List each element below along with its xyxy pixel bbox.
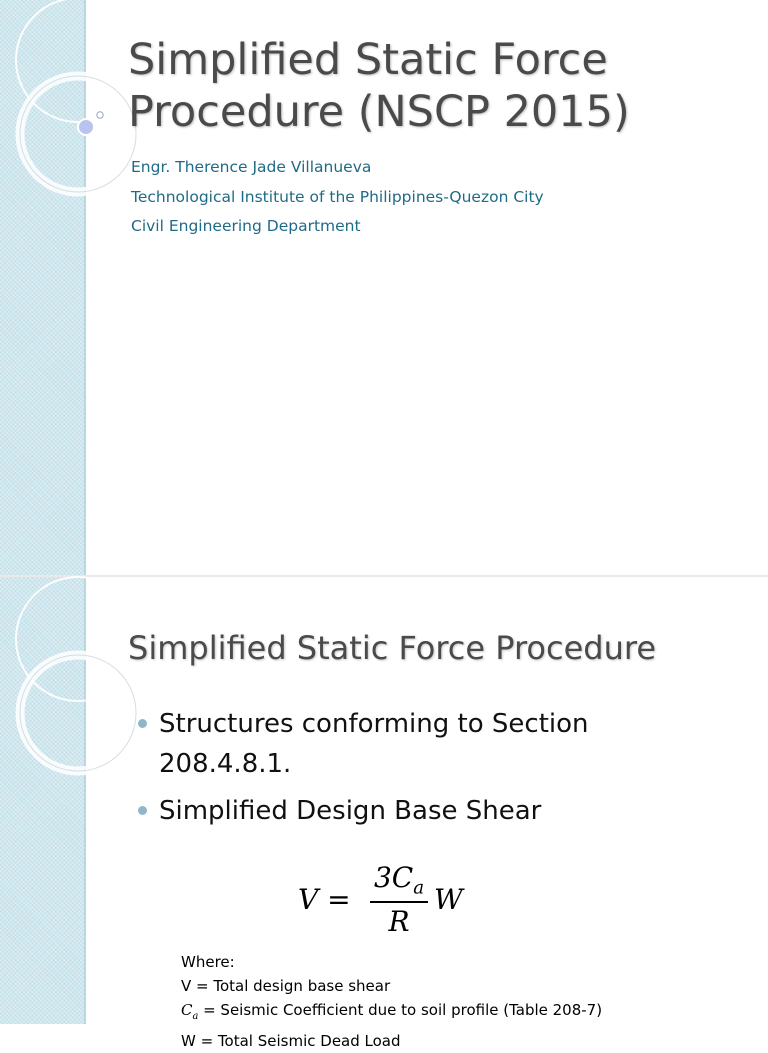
formula-rhs: W [434,883,463,916]
bullet-icon [138,719,147,728]
subtitle-department: Civil Engineering Department [131,217,361,235]
bullet-item [138,791,719,831]
bullet-item [138,704,719,784]
decorative-circles [0,0,120,200]
where-block [181,950,602,1053]
where-line-w: W = Total Seismic Dead Load [181,1032,401,1050]
ca-symbol: $C_a$ [181,1001,199,1022]
formula-fraction [370,861,428,938]
bullet-text: Structures conforming to Section 208.4.8.1. [159,709,589,779]
fraction-bar [370,901,428,903]
where-line-ca: $C_a$ = Seismic Coefficient due to soil profile (Table 208-7) [181,1001,603,1022]
formula-denominator: R [388,904,410,938]
where-label: Where: [181,953,235,971]
subtitle-author: Engr. Therence Jade Villanueva [131,158,372,176]
slide-content [0,577,768,1050]
formula-numerator: $3C_a$ [373,861,425,899]
bullet-icon [138,806,147,815]
subtitle-institute: Technological Institute of the Philippines-Quezon City [131,188,544,206]
decorative-circles [0,577,120,777]
slide-heading: Simplified Static Force Procedure [128,629,656,667]
bullet-text: Simplified Design Base Shear [159,796,542,826]
dot-icon [78,119,94,135]
formula-lhs: V = [298,883,351,916]
where-line-v: V = Total design base shear [181,977,391,995]
slide-title-text: Simplified Static Force Procedure (NSCP 2015) [128,35,630,137]
